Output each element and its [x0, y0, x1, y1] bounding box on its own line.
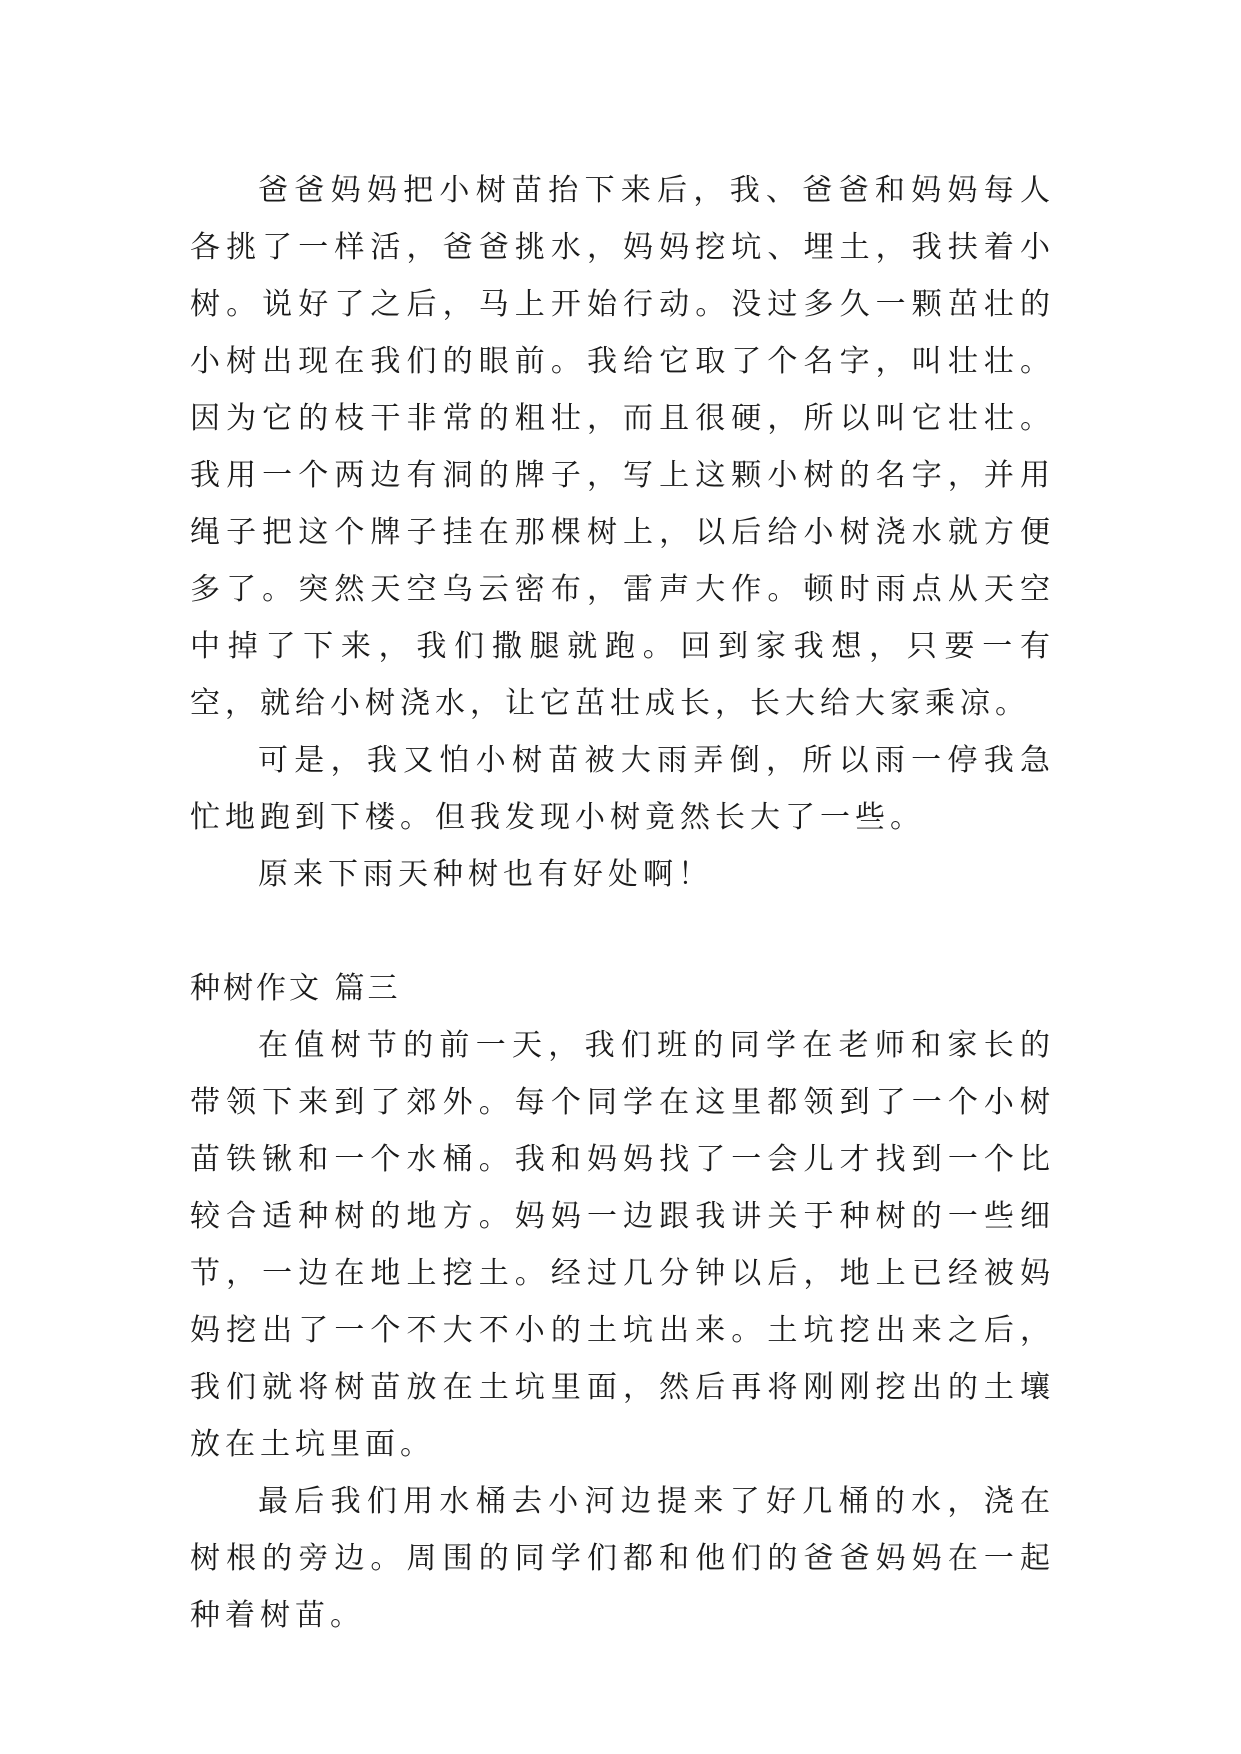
paragraph-rain-worry: 可是，我又怕小树苗被大雨弄倒，所以雨一停我急忙地跑到下楼。但我发现小树竟然长大了一些。	[190, 743, 1055, 835]
section-heading: 种树作文 篇三	[190, 971, 401, 1006]
document-body	[190, 162, 1055, 1644]
paragraph-arbor-day: 在值树节的前一天，我们班的同学在老师和家长的带领下来到了郊外。每个同学在这里都领到了一个小树苗铁锹和一个水桶。我和妈妈找了一会儿才找到一个比较合适种树的地方。妈妈一边跟我讲关于种树的一些细节，一边在地上挖土。经过几分钟以后，地上已经被妈妈挖出了一个不大不小的土坑出来。土坑挖出来之后，我们就将树苗放在土坑里面，然后再将刚刚挖出的土壤放在土坑里面。	[190, 1028, 1055, 1462]
paragraph-conclusion: 原来下雨天种树也有好处啊！	[258, 857, 713, 892]
paragraph-watering: 最后我们用水桶去小河边提来了好几桶的水，浇在树根的旁边。周围的同学们都和他们的爸爸妈妈在一起种着树苗。	[190, 1484, 1055, 1633]
paragraph-planting-story: 爸爸妈妈把小树苗抬下来后，我、爸爸和妈妈每人各挑了一样活，爸爸挑水，妈妈挖坑、埋土，我扶着小树。说好了之后，马上开始行动。没过多久一颗茁壮的小树出现在我们的眼前。我给它取了个名字，叫壮壮。因为它的枝干非常的粗壮，而且很硬，所以叫它壮壮。我用一个两边有洞的牌子，写上这颗小树的名字，并用绳子把这个牌子挂在那棵树上，以后给小树浇水就方便多了。突然天空乌云密布，雷声大作。顿时雨点从天空中掉了下来，我们撒腿就跑。回到家我想，只要一有空，就给小树浇水，让它茁壮成长，长大给大家乘凉。	[190, 173, 1055, 721]
